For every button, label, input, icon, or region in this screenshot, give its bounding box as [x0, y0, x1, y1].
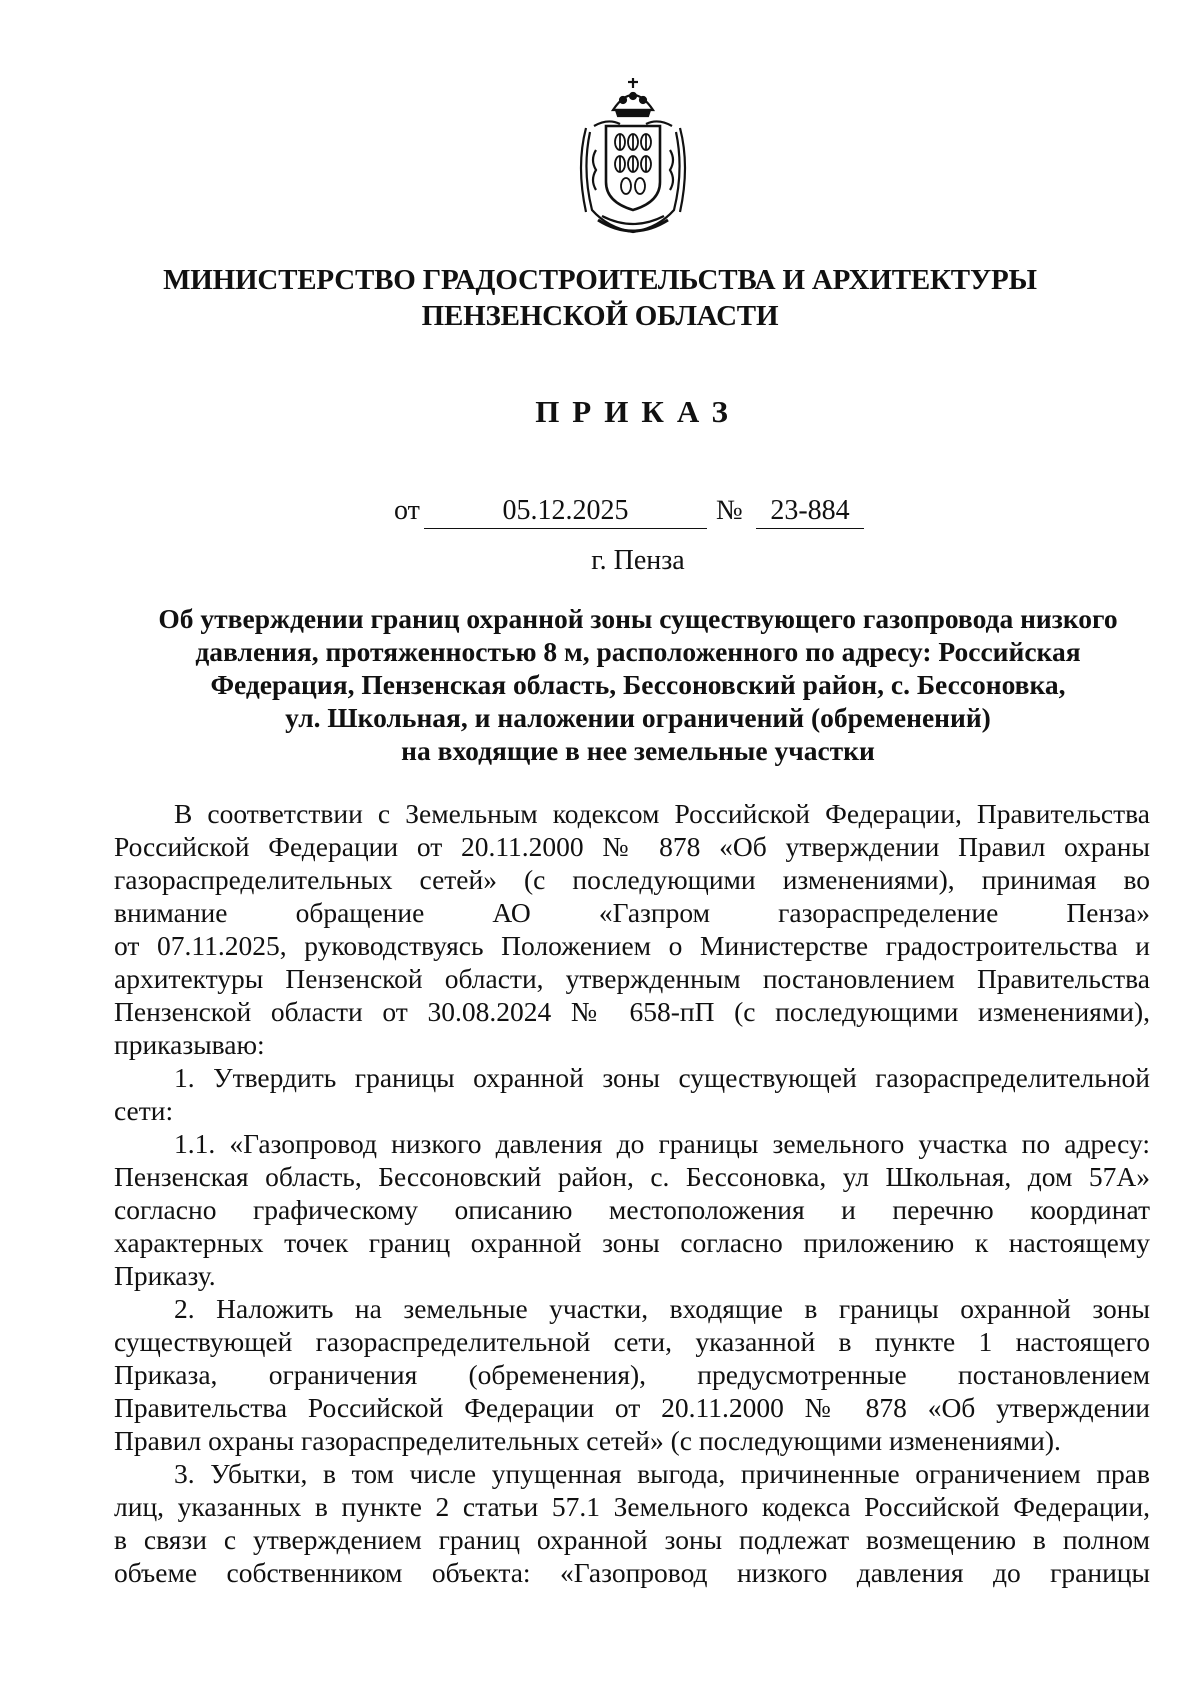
order-date: 05.12.2025 [424, 494, 707, 529]
title-line: ул. Школьная, и наложении ограничений (обременений) [285, 702, 991, 733]
body-line: характерных точек границ охранной зоны согласно приложению к настоящему [114, 1227, 1150, 1258]
body-line: Приказа, ограничения (обременения), предусмотренные постановлением [114, 1359, 1150, 1390]
body-line: лиц, указанных в пункте 2 статьи 57.1 Земельного кодекса Российской Федерации, [114, 1491, 1150, 1522]
title-line: на входящие в нее земельные участки [401, 735, 875, 766]
body-line: 1. Утвердить границы охранной зоны существующей газораспределительной [174, 1062, 1150, 1093]
ministry-header [100, 262, 1100, 334]
document-title [100, 602, 1176, 767]
coat-of-arms-emblem [568, 70, 698, 235]
body-line: Российской Федерации от 20.11.2000 № 878 «Об утверждении Правил охраны [114, 831, 1150, 862]
title-line: Об утверждении границ охранной зоны существующего газопровода низкого [158, 603, 1118, 634]
body-line: 3. Убытки, в том числе упущенная выгода, причиненные ограничением прав [174, 1458, 1150, 1489]
body-line: от 07.11.2025, руководствуясь Положением о Министерстве градостроительства и [114, 930, 1150, 961]
body-line: Правил охраны газораспределительных сетей» (с последующими изменениями). [114, 1425, 1061, 1456]
body-line: приказываю: [114, 1029, 265, 1060]
order-number-label: № [716, 495, 743, 526]
city: г. Пенза [591, 545, 685, 576]
title-line: Федерация, Пензенская область, Бессоновский район, с. Бессоновка, [210, 669, 1066, 700]
document-body [114, 797, 1150, 1589]
body-line: согласно графическому описанию местоположения и перечню координат [114, 1194, 1150, 1225]
body-line: архитектуры Пензенской области, утвержденным постановлением Правительства [114, 963, 1150, 994]
body-line: В соответствии с Земельным кодексом Российской Федерации, Правительства [174, 798, 1150, 829]
document-type-heading: ПРИКАЗ [535, 394, 741, 429]
ministry-name-line-2: ПЕНЗЕНСКОЙ ОБЛАСТИ [421, 300, 779, 332]
body-line: внимание обращение АО «Газпром газораспределение Пенза» [114, 897, 1150, 928]
body-line: 1.1. «Газопровод низкого давления до границы земельного участка по адресу: [174, 1128, 1150, 1159]
body-line: Приказу. [114, 1260, 216, 1291]
body-line: существующей газораспределительной сети, указанной в пункте 1 настоящего [114, 1326, 1150, 1357]
body-line: Пензенской области от 30.08.2024 № 658-пП (с последующими изменениями), [114, 996, 1150, 1027]
body-line: 2. Наложить на земельные участки, входящие в границы охранной зоны [174, 1293, 1150, 1324]
title-line: давления, протяженностью 8 м, расположенного по адресу: Российская [195, 636, 1081, 667]
body-line: Пензенская область, Бессоновский район, с. Бессоновка, ул Школьная, дом 57А» [114, 1161, 1150, 1192]
body-line: в связи с утверждением границ охранной зоны подлежат возмещению в полном [114, 1524, 1150, 1555]
body-line: объеме собственником объекта: «Газопровод низкого давления до границы [114, 1557, 1150, 1588]
order-number: 23-884 [756, 494, 864, 529]
order-from-label: от [394, 495, 420, 526]
body-line: Правительства Российской Федерации от 20.11.2000 № 878 «Об утверждении [114, 1392, 1150, 1423]
body-line: газораспределительных сетей» (с последующими изменениями), принимая во [114, 864, 1150, 895]
body-line: сети: [114, 1095, 174, 1126]
ministry-name-line-1: МИНИСТЕРСТВО ГРАДОСТРОИТЕЛЬСТВА И АРХИТЕКТУРЫ [163, 264, 1037, 296]
